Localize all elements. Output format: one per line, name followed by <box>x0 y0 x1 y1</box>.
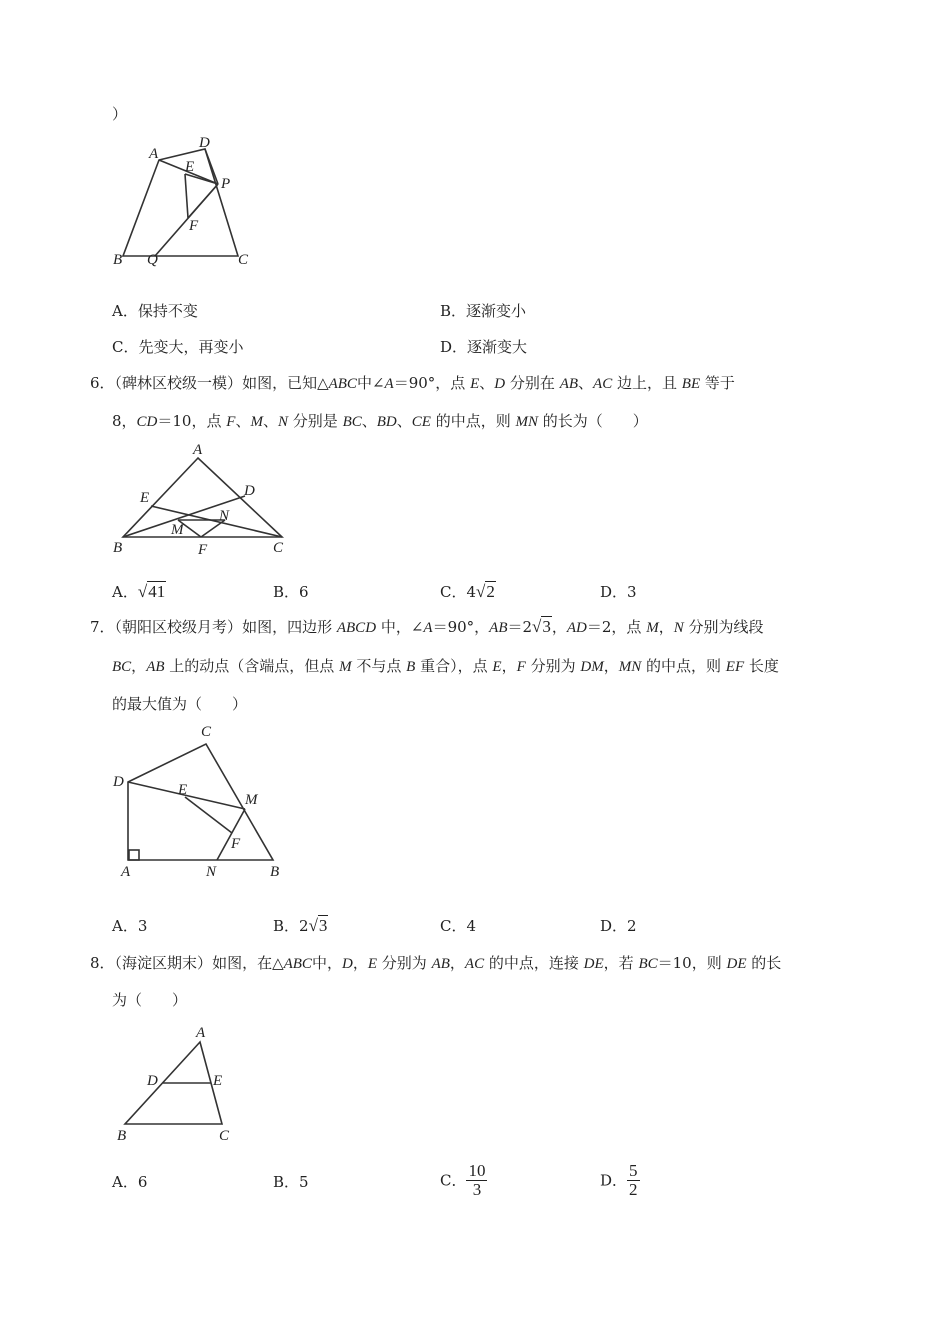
q5-figure <box>105 128 275 273</box>
q5-segment-ef <box>185 174 188 218</box>
q7-label-c: C <box>201 724 212 740</box>
q8-label-a: A <box>196 1025 206 1041</box>
q6-option-d[interactable]: D．3 <box>600 583 637 601</box>
q5-option-b[interactable]: B．逐渐变小 <box>440 302 527 320</box>
q7-option-d[interactable]: D．2 <box>600 917 637 935</box>
q6-number: 6． <box>90 374 115 392</box>
q8-option-c[interactable]: C． $\frac{10}{3}$ <box>440 1161 486 1199</box>
q6-option-b[interactable]: B．6 <box>273 583 309 601</box>
q5-label-b: B <box>113 252 123 268</box>
q5-option-d[interactable]: D．逐渐变大 <box>440 338 528 356</box>
q5-tail: ） <box>112 105 128 123</box>
q5-label-c: C <box>238 252 249 268</box>
q7-option-c[interactable]: C．4 <box>440 917 477 935</box>
q8-label-d: D <box>147 1073 158 1089</box>
q6-figure <box>105 438 305 560</box>
q6-source: （碑林区校级一模） <box>114 374 243 392</box>
q7-label-a: A <box>121 864 131 880</box>
q6-option-a[interactable]: A．√41 <box>112 582 166 601</box>
q7-figure <box>105 720 295 885</box>
q6-label-n: N <box>219 508 230 524</box>
q7-label-e: E <box>178 782 188 798</box>
q7-number: 7． <box>90 618 115 636</box>
q5-label-d: D <box>199 135 210 151</box>
q6-stem-line1: 6．（碑林区校级一模）如图，已知△ABC中∠A＝90°，点 E、D 分别在 AB、AC 边上，且 BE 等于 <box>90 374 735 392</box>
q7-stem-line2: BC，AB 上的动点（含端点，但点 M 不与点 B 重合），点 E，F 分别为 DM，MN 的中点，则 EF 长度 <box>112 657 779 675</box>
q5-option-c[interactable]: C．先变大，再变小 <box>112 338 244 356</box>
q8-label-b: B <box>117 1128 127 1144</box>
q6-label-f: F <box>198 542 208 558</box>
q7-stem-line3: 的最大值为（ ） <box>112 695 248 713</box>
q8-option-a[interactable]: A．6 <box>112 1173 148 1191</box>
q8-source: （海淀区期末） <box>114 954 213 972</box>
q6-label-m: M <box>171 522 184 538</box>
q7-label-m: M <box>245 792 258 808</box>
q6-option-c[interactable]: C．4√2 <box>440 582 495 601</box>
q5-label-a: A <box>149 146 159 162</box>
q6-label-d: D <box>244 483 255 499</box>
q6-label-b: B <box>113 540 123 556</box>
q7-label-f: F <box>231 836 241 852</box>
q8-option-d[interactable]: D． $\frac{5}{2}$ <box>600 1161 638 1199</box>
q8-stem-line1: 8．（海淀区期末）如图，在△ABC中，D，E 分别为 AB，AC 的中点，连接 DE，若 BC＝10，则 DE 的长 <box>90 954 782 972</box>
q5-label-q: Q <box>147 252 158 268</box>
q7-option-b[interactable]: B．2√3 <box>273 916 328 935</box>
q7-segment-ef <box>185 797 232 833</box>
q7-stem-line1: 7．（朝阳区校级月考）如图，四边形 ABCD 中，∠A＝90°，AB＝2√3，AD＝2，点 M，N 分别为线段 <box>90 617 764 636</box>
q7-label-n: N <box>206 864 217 880</box>
q8-figure <box>105 1020 255 1148</box>
q8-option-b[interactable]: B．5 <box>273 1173 309 1191</box>
q5-quadrilateral <box>123 149 238 256</box>
q7-label-b: B <box>270 864 280 880</box>
q7-segment-nm <box>217 809 245 860</box>
q7-right-angle-mark <box>129 850 139 860</box>
q8-number: 8． <box>90 954 115 972</box>
q8-label-c: C <box>219 1128 230 1144</box>
q5-label-p: P <box>221 176 231 192</box>
q5-option-a[interactable]: A．保持不变 <box>112 302 198 320</box>
q5-label-f: F <box>189 218 199 234</box>
q8-stem-line2: 为（ ） <box>112 991 188 1009</box>
q8-label-e: E <box>213 1073 223 1089</box>
q7-label-d: D <box>113 774 124 790</box>
q7-source: （朝阳区校级月考） <box>114 618 243 636</box>
q6-label-a: A <box>193 442 203 458</box>
q8-option-d-fraction: $\frac{5}{2}$ <box>629 1161 638 1199</box>
q6-label-e: E <box>140 490 150 506</box>
q5-label-e: E <box>185 159 195 175</box>
q6-stem-line2: 8，CD＝10，点 F、M、N 分别是 BC、BD、CE 的中点，则 MN 的长为（ ） <box>112 412 648 430</box>
q8-option-c-fraction: $\frac{10}{3}$ <box>468 1161 486 1199</box>
q6-label-c: C <box>273 540 284 556</box>
q7-option-a[interactable]: A．3 <box>112 917 148 935</box>
